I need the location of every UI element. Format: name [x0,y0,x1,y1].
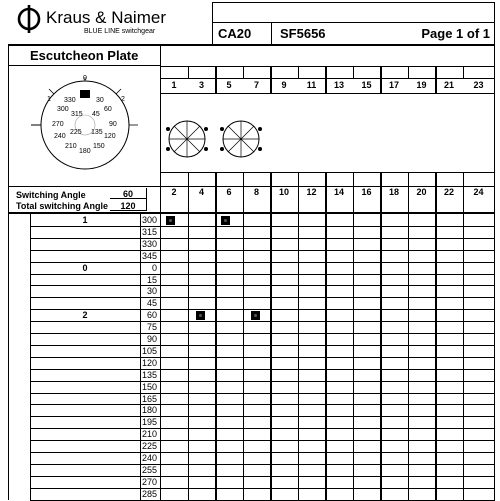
dial-180: 180 [79,148,91,155]
terminal-area-top [160,66,495,67]
angle-label: 240 [141,453,157,463]
dial-270: 270 [52,121,64,128]
table-row [8,416,495,428]
contact-closed-mark [251,311,260,320]
dial-90: 90 [109,121,117,128]
table-row [8,452,495,464]
position-label: 2 [82,310,88,321]
terminal-divider [408,172,409,186]
position-label: 0 [82,262,88,273]
total-switching-angle-label: Total switching Angle [16,201,108,211]
angle-label: 120 [141,357,157,368]
escutcheon-title: Escutcheon Plate [30,48,139,63]
dial-30: 30 [96,97,104,104]
terminal-divider [380,66,382,93]
terminal-divider [243,66,244,78]
table-row [8,297,495,309]
angle-label: 225 [141,441,157,452]
top-terminal-label: 21 [443,80,454,90]
top-terminal-label: 13 [333,80,344,90]
angle-label: 180 [141,405,157,416]
terminal-divider [188,66,189,78]
terminal-divider [215,66,217,93]
position-label: 1 [82,215,88,225]
terminal-divider [243,172,244,186]
terminal-divider [270,172,272,500]
header-mid-line [212,22,495,23]
table-row [8,381,495,393]
angle-col-divider [140,214,141,500]
angle-label: 60 [146,310,157,321]
header-code: SF5656 [280,26,326,41]
dial-150: 150 [93,143,105,150]
terminal-divider [188,172,189,186]
top-terminal-label: 9 [281,80,287,90]
angle-label: 285 [141,488,157,499]
dial-60: 60 [104,106,112,113]
table-row [8,464,495,476]
terminal-divider [325,172,327,500]
bottom-terminal-line-top [160,172,495,173]
angle-label: 0 [151,262,157,273]
bottom-terminal-label: 20 [416,187,427,197]
angle-label: 315 [141,226,157,237]
top-terminal-line-2 [160,93,495,94]
table-row [8,488,495,500]
terminal-divider [215,172,217,500]
grid-divider [188,186,189,500]
bottom-terminal-label: 14 [333,187,344,197]
grid-divider [243,186,244,500]
bottom-terminal-label: 24 [473,187,484,197]
contact-closed-mark [196,311,205,320]
bottom-terminal-label: 22 [443,187,454,197]
header-vline-1 [271,22,272,45]
table-row [8,428,495,440]
angle-label: 330 [141,238,157,249]
grid-divider [353,186,354,500]
dial-45: 45 [92,111,100,118]
angle-label: 255 [141,464,157,475]
terminal-divider [353,66,354,78]
angle-label: 165 [141,393,157,404]
table-row [8,369,495,381]
bottom-terminal-label: 12 [306,187,317,197]
angle-label: 270 [141,476,157,487]
top-terminal-label: 11 [306,80,317,90]
dial-135: 135 [91,129,103,136]
top-terminal-label: 7 [253,80,259,90]
contact-cam-icon-1 [164,116,210,162]
bottom-terminal-label: 18 [388,187,399,197]
table-row [8,357,495,369]
contact-cam-icon-2 [218,116,264,162]
terminal-divider [325,66,327,93]
angle-label: 345 [141,250,157,261]
dial-330: 330 [64,97,76,104]
top-terminal-label: 1 [171,80,177,90]
angle-label: 30 [146,286,157,297]
contact-closed-mark [166,216,175,225]
grid-divider [408,186,409,500]
top-terminal-label: 17 [388,80,399,90]
table-row [8,404,495,416]
dial-225: 225 [70,129,82,136]
switching-angle-label: Switching Angle [16,190,86,200]
position-col-divider [30,214,31,500]
terminal-divider [435,172,437,500]
dial-120: 120 [104,133,116,140]
angle-label: 45 [146,298,157,309]
dial-240: 240 [54,133,66,140]
angle-label: 15 [146,274,157,285]
right-border [494,44,495,500]
dial-pos-right: 2 [121,96,125,103]
top-terminal-line [160,78,495,79]
bottom-terminal-label: 4 [198,187,204,197]
brand-name: Kraus & Naimer [46,8,166,27]
bottom-terminal-label: 16 [361,187,372,197]
contact-closed-mark [221,216,230,225]
total-switching-angle-value: 120 [120,201,136,211]
table-row [8,274,495,286]
table-row [8,238,495,250]
kraus-naimer-logo-icon [14,4,44,34]
angle-label: 150 [141,381,157,392]
terminal-divider [270,66,272,93]
left-border [8,44,9,500]
bottom-terminal-label: 8 [253,187,259,197]
dial-315: 315 [71,111,83,118]
terminal-divider [353,172,354,186]
bottom-terminal-label: 6 [226,187,232,197]
angle-label: 90 [146,334,157,344]
angle-label: 135 [141,369,157,380]
angle-label: 75 [146,322,157,333]
terminal-divider [298,66,299,78]
table-row [8,333,495,345]
dial-top-label: 0 [83,75,87,82]
dial-300: 300 [57,106,69,113]
grid-divider [298,186,299,500]
header-vline-0 [212,2,213,45]
grid-divider [463,186,464,500]
terminal-divider [380,172,382,500]
escutcheon-title-line [8,65,160,66]
terminal-divider [435,66,437,93]
angle-label: 105 [141,345,157,356]
header-bottom-line [8,44,495,46]
terminal-divider [463,66,464,78]
terminal-divider [298,172,299,186]
table-row [8,476,495,488]
header-top-line [212,2,495,3]
dial-pos-left: 1 [47,96,51,103]
table-row [8,250,495,262]
top-terminal-label: 3 [198,80,204,90]
table-row [8,393,495,405]
angle-label: 210 [141,429,157,440]
table-row [8,226,495,238]
dial-210: 210 [65,143,77,150]
bottom-terminal-label: 2 [171,187,177,197]
header-vline-2 [494,2,495,45]
bottom-terminal-label: 10 [278,187,289,197]
table-row [8,440,495,452]
top-terminal-label: 23 [473,80,484,90]
header-page: Page 1 of 1 [421,26,490,41]
top-terminal-label: 19 [416,80,427,90]
brand-sub: BLUE LINE switchgear [84,28,156,35]
top-terminal-label: 5 [226,80,232,90]
terminal-divider [463,172,464,186]
switching-angle-value: 60 [122,189,133,199]
angle-label: 300 [141,215,157,225]
top-terminal-label: 15 [361,80,372,90]
angle-label: 195 [141,417,157,428]
table-row [8,321,495,333]
table-row [8,345,495,357]
terminal-divider [408,66,409,78]
table-row [8,285,495,297]
escutcheon-right-border [160,44,161,500]
header-type: CA20 [218,26,252,41]
